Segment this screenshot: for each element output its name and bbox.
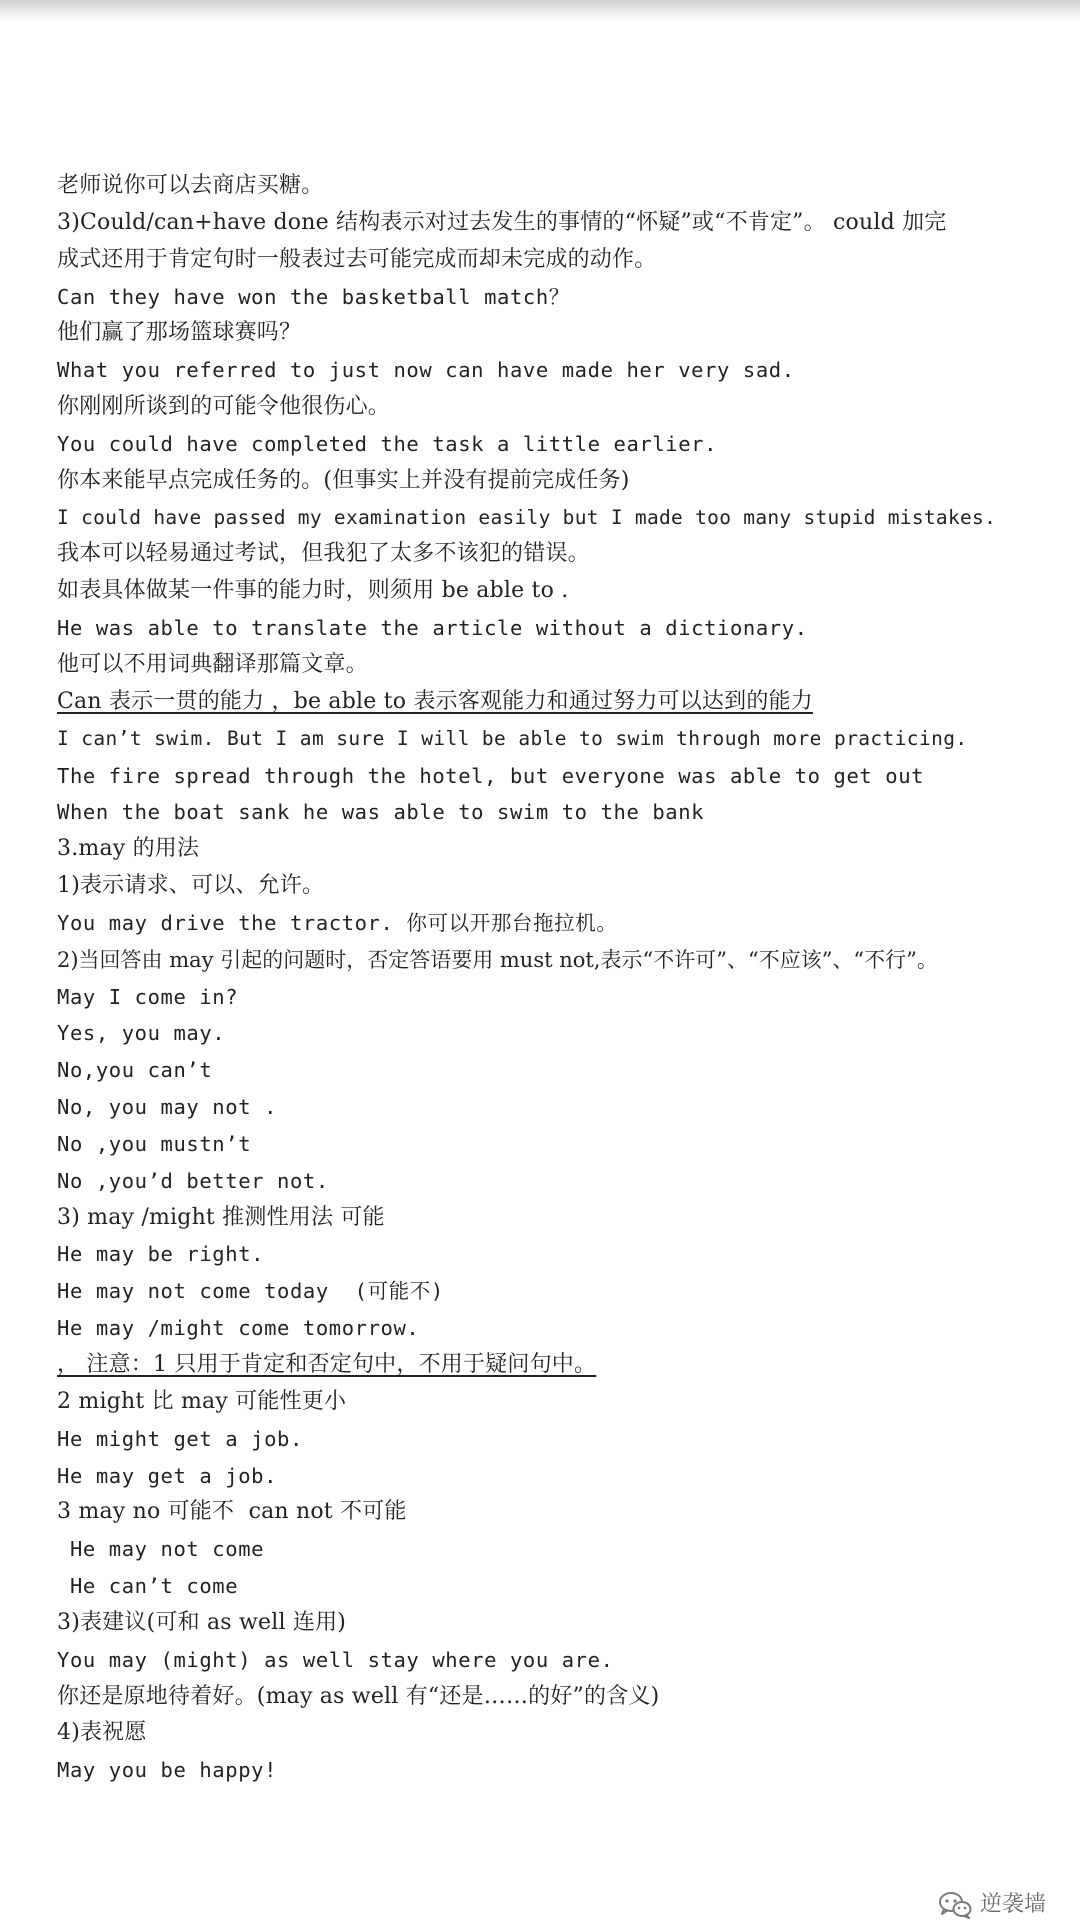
text-line: 你刚刚所谈到的可能令他很伤心。: [57, 394, 391, 420]
text-line: You may (might) as well stay where you are.: [57, 1647, 614, 1672]
text-line: 如表具体做某一件事的能力时，则须用 be able to .: [57, 578, 569, 604]
text-line: He can’t come: [57, 1574, 239, 1599]
text-line: The fire spread through the hotel, but everyone was able to get out: [57, 763, 925, 788]
section-heading: 3.may 的用法: [57, 836, 200, 862]
text-line: He may get a job.: [57, 1463, 278, 1488]
top-shadow-bar: [0, 0, 1080, 22]
text-line: 3)Could/can+have done 结构表示对过去发生的事情的“怀疑”或“不肯定”。 could 加完: [57, 209, 947, 235]
text-line: Can they have won the basketball match？: [57, 284, 570, 309]
text-line: No ,you’d better not.: [57, 1168, 329, 1193]
text-line: 他们赢了那场篮球赛吗？: [57, 320, 302, 346]
text-line: 你本来能早点完成任务的。(但事实上并没有提前完成任务): [57, 467, 630, 493]
text-line: 他可以不用词典翻译那篇文章。: [57, 651, 368, 677]
text-line: He was able to translate the article without a dictionary.: [57, 616, 808, 641]
text-line: No,you can’t: [57, 1058, 213, 1083]
text-line: 老师说你可以去商店买糖。: [57, 173, 324, 198]
text-line: 2 might 比 may 可能性更小: [57, 1388, 347, 1414]
text-line: I can’t swim. But I am sure I will be able to swim through more practicing.: [57, 726, 968, 750]
text-line: He may /might come tomorrow.: [57, 1316, 420, 1341]
text-line: I could have passed my examination easily but I made too many stupid mistakes.: [57, 505, 997, 529]
text-line: He may not come today (可能不): [57, 1279, 444, 1304]
text-line: You could have completed the task a little earlier.: [57, 431, 718, 456]
text-line: He might get a job.: [57, 1426, 303, 1451]
text-line: 4)表祝愿: [57, 1720, 147, 1746]
text-line: 2)当回答由 may 引起的问题时，否定答语要用 must not,表示“不许可”、“不应该”、“不行”。: [57, 947, 938, 972]
text-line: When the boat sank he was able to swim to the bank: [57, 800, 705, 825]
text-line: 我本可以轻易通过考试，但我犯了太多不该犯的错误。: [57, 541, 590, 567]
text-line: 你还是原地待着好。(may as well 有“还是……的好”的含义): [57, 1683, 660, 1709]
underlined-note: Can 表示一贯的能力 ，be able to 表示客观能力和通过努力可以达到的能力: [57, 688, 813, 714]
text-line: 成式还用于肯定句时一般表过去可能完成而却未完成的动作。: [57, 246, 657, 272]
wechat-watermark: [938, 1890, 1046, 1920]
wechat-icon: [938, 1891, 972, 1919]
text-line: You may drive the tractor. 你可以开那台拖拉机。: [57, 910, 618, 935]
text-line: No ,you mustn’t: [57, 1131, 252, 1156]
text-line: He may not come: [57, 1537, 265, 1562]
text-line: May I come in?: [57, 984, 239, 1009]
text-line: 3) may /might 推测性用法 可能: [57, 1204, 385, 1230]
underlined-note: ， 注意：1 只用于肯定和否定句中，不用于疑问句中。: [57, 1352, 597, 1377]
text-line: 3)表建议(可和 as well 连用): [57, 1609, 347, 1635]
text-line: He may be right.: [57, 1242, 265, 1267]
text-line: Yes, you may.: [57, 1021, 226, 1046]
watermark-text: 逆袭墙: [979, 1892, 1046, 1917]
text-line: No, you may not .: [57, 1095, 278, 1120]
text-line: May you be happy!: [57, 1758, 278, 1783]
text-line: 1)表示请求、可以、允许。: [57, 873, 325, 899]
document-body: [57, 168, 1057, 1789]
text-line: What you referred to just now can have made her very sad.: [57, 358, 795, 383]
text-line: 3 may no 可能不 can not 不可能: [57, 1499, 407, 1525]
